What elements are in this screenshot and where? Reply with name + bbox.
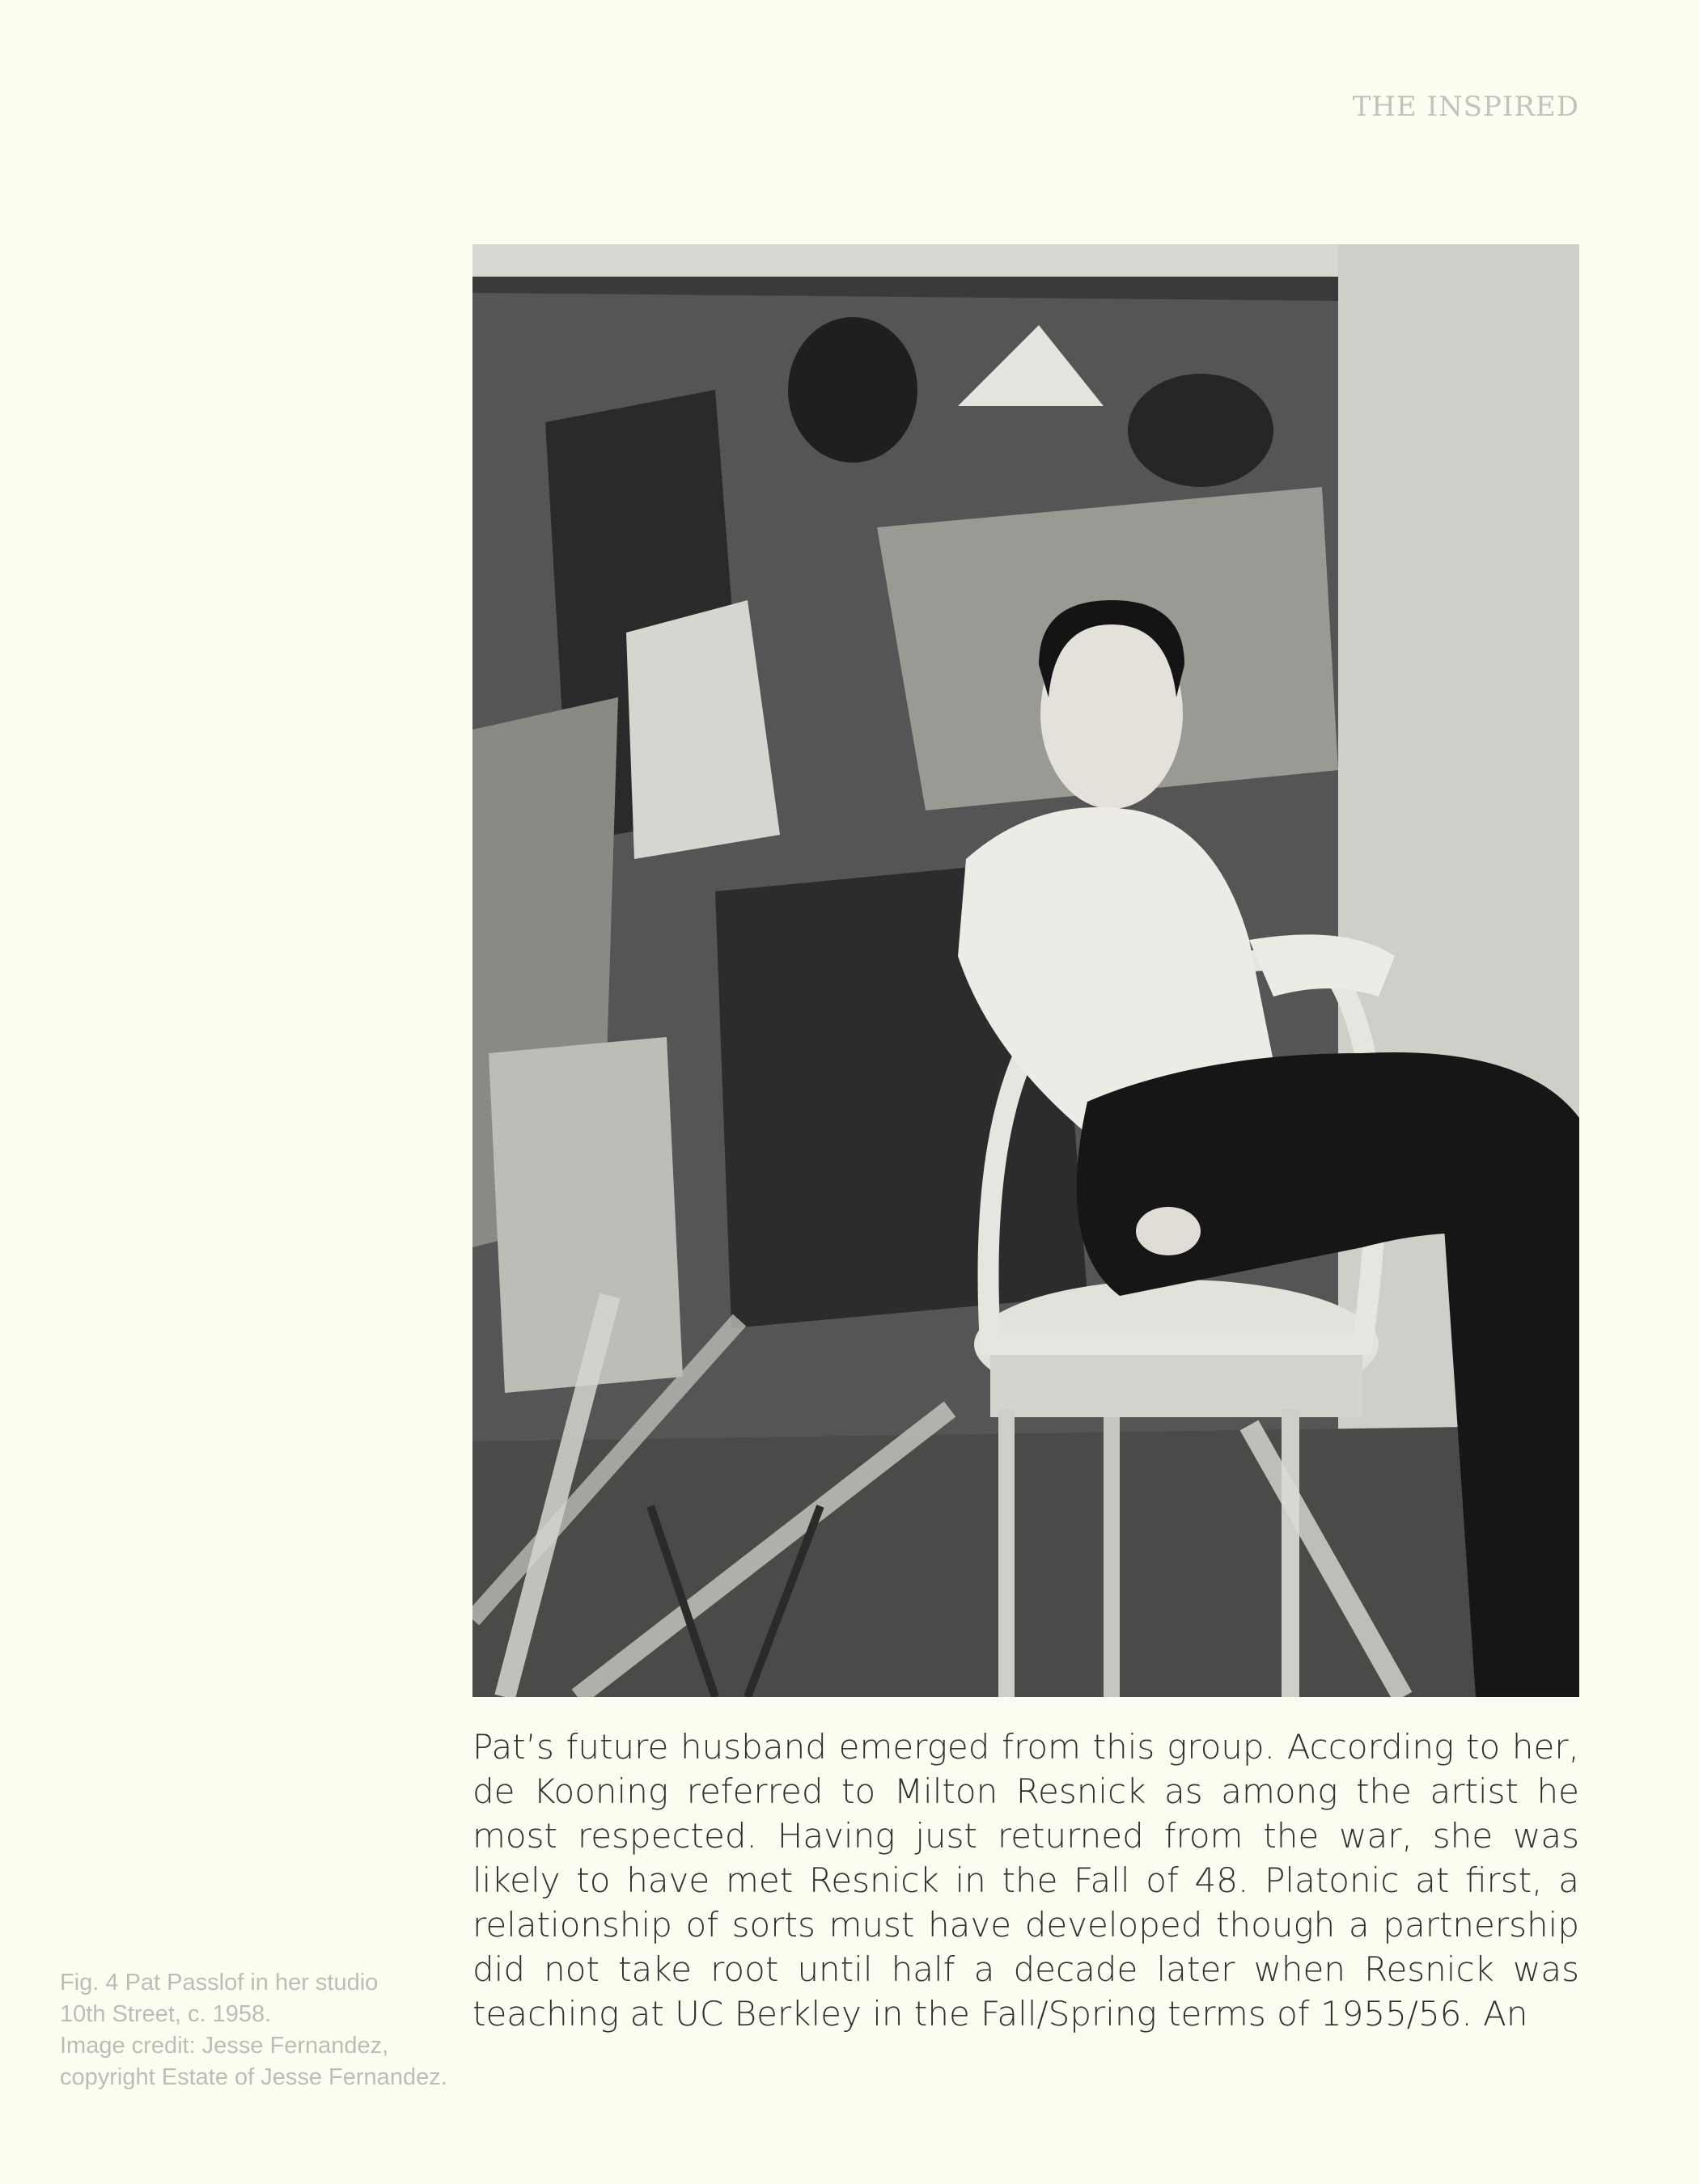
caption-line-image-credit: Image credit: Jesse Fernandez, xyxy=(60,2033,389,2059)
figure-caption xyxy=(60,1967,464,2093)
running-header: THE INSPIRED xyxy=(1352,91,1579,123)
figure-photo xyxy=(472,244,1579,1697)
body-paragraph: Pat’s future husband emerged from this group. According to her, de Kooning referred to Milton Resnick as among the artist he most respected. Having just returned from the war, she was likely to have met Resnick in the Fall of 48. Platonic at first, a relationship of sorts must have developed though a partnership did not take root until half a decade later when Resnick was teaching at UC Berkley in the Fall/Spring terms of 1955/56. An xyxy=(472,1727,1579,2034)
photograph-woman-in-studio-icon xyxy=(472,244,1579,1697)
caption-line-figure-title: Fig. 4 Pat Passlof in her studio xyxy=(60,1970,379,1996)
caption-line-location-date: 10th Street, c. 1958. xyxy=(60,2001,272,2027)
caption-line-copyright: copyright Estate of Jesse Fernandez. xyxy=(60,2064,447,2090)
